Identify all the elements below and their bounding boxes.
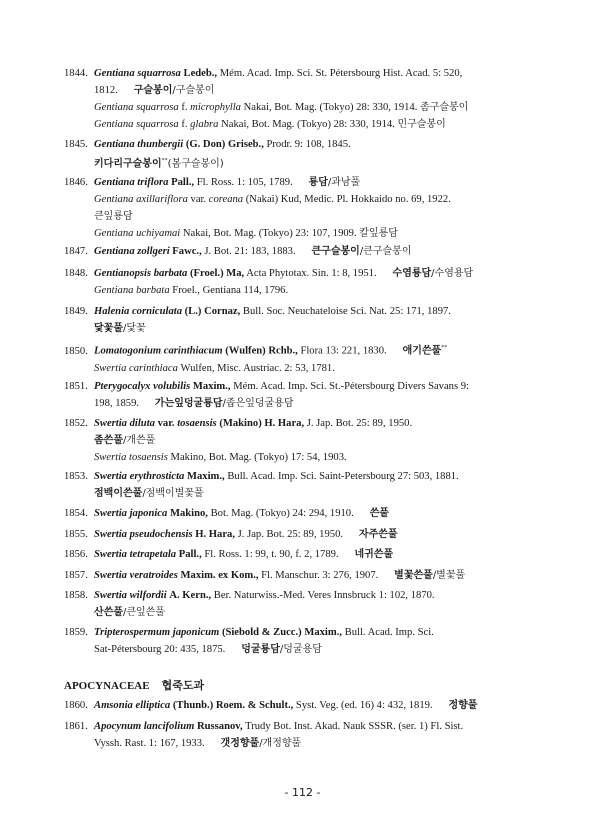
entry-1852: 1852. Swertia diluta var. tosaensis (Makino) H. Hara, J. Jap. Bot. 25: 89, 1950. 좀쓴풀/개쓴풀 Swertia tosaensis Makino, Bot. Mag. (Tokyo) 17: 54, 1903.: [64, 418, 413, 463]
family-heading: APOCYNACEAE 협죽도과: [64, 679, 205, 692]
entry-1853: 1853. Swertia erythrosticta Maxim., Bull. Acad. Imp. Sci. Saint-Petersbourg 27: 503, 1881. 점백이쓴풀/점백이별꽃풀: [64, 471, 459, 499]
entry-1857: 1857. Swertia veratroides Maxim. ex Kom., Fl. Manschur. 3: 276, 1907. 별꽃쓴풀/별꽃풀: [64, 570, 466, 581]
entry-1849: 1849. Halenia corniculata (L.) Cornaz, Bull. Soc. Neuchateloise Sci. Nat. 25: 171, 1897. 닻꽃풀/닻꽃: [64, 306, 451, 334]
entry-1860: 1860. Amsonia elliptica (Thunb.) Roem. & Schult., Syst. Veg. (ed. 16) 4: 432, 1819. 정향풀: [64, 700, 478, 711]
entry-1855: 1855. Swertia pseudochensis H. Hara, J. Jap. Bot. 25: 89, 1950. 자주쓴풀: [64, 529, 398, 540]
page-number: - 112 -: [284, 786, 321, 799]
entry-1848: 1848. Gentianopsis barbata (Froel.) Ma, Acta Phytotax. Sin. 1: 8, 1951. 수염룡담/수염용담 Gentiana barbata Froel., Gentiana 114, 1796.: [64, 268, 474, 296]
entry-1847: 1847. Gentiana zollgeri Fawc., J. Bot. 21: 183, 1883. 큰구슬봉이/큰구슬봉이: [64, 246, 412, 257]
entry-1859: 1859. Tripterospermum japonicum (Siebold & Zucc.) Maxim., Bull. Acad. Imp. Sci. Sat-Pétersbourg 20: 435, 1875. 덩굴룡담/덩굴용담: [64, 627, 434, 655]
entry-1846: 1846. Gentiana triflora Pall., Fl. Ross. 1: 105, 1789. 룡담/과남풀 Gentiana axillariflora var. coreana (Nakai) Kud, Medic. Pl. Hokkaido no. 69, 1922. 큰잎룡담 Gentiana uchiyamai Nakai, Bot. Mag. (Tokyo) 23: 107, 1909. 칼잎룡담: [64, 177, 451, 239]
entry-1850: 1850. Lomatogonium carinthiacum (Wulfen) Rchb., Flora 13: 221, 1830. 애기쓴풀** Swertia carinthiaca Wulfen, Misc. Austriac. 2: 53, 1781.: [64, 345, 448, 374]
species-name: Gentiana squarrosa: [94, 68, 181, 79]
entry-1861: 1861. Apocynum lancifolium Russanov, Trudy Bot. Inst. Akad. Nauk SSSR. (ser. 1) Fl. Sist. Vyssh. Rast. 1: 167, 1933. 갯정향풀/개정향풀: [64, 721, 464, 749]
korean-name: 구슬봉이: [133, 85, 173, 96]
entry-1856: 1856. Swertia tetrapetala Pall., Fl. Ross. 1: 99, t. 90, f. 2, 1789. 네귀쓴풀: [64, 549, 394, 560]
entry-1858: 1858. Swertia wilfordii A. Kern., Ber. Naturwiss.-Med. Veres Innsbruck 1: 102, 1870. 산쓴풀/큰잎쓴풀: [64, 590, 435, 618]
entry-1844: 1844. Gentiana squarrosa Ledeb., Mém. Acad. Imp. Sci. St. Pétersbourg Hist. Acad. 5: 520, 1812. 구슬봉이/구슬봉이 Gentiana squarrosa f. microphylla Nakai, Bot. Mag. (Tokyo) 28: 330, 1914. 좀구슬봉이 Gentiana squarrosa f. glabra Nakai, Bot. Mag. (Tokyo) 28: 330, 1914. 민구슬봉이: [64, 68, 469, 130]
entry-1845: 1845. Gentiana thunbergii (G. Don) Griseb., Prodr. 9: 108, 1845. 키다리구슬봉이**(봄구슬봉이): [64, 139, 351, 170]
entry-1851: 1851. Pterygocalyx volubilis Maxim., Mém. Acad. Imp. Sci. St.-Pétersbourg Divers Savans 9: 198, 1859. 가는잎덩굴룡담/좁은잎덩굴용담: [64, 381, 469, 409]
entry-1854: 1854. Swertia japonica Makino, Bot. Mag. (Tokyo) 24: 294, 1910. 쓴풀: [64, 508, 389, 519]
